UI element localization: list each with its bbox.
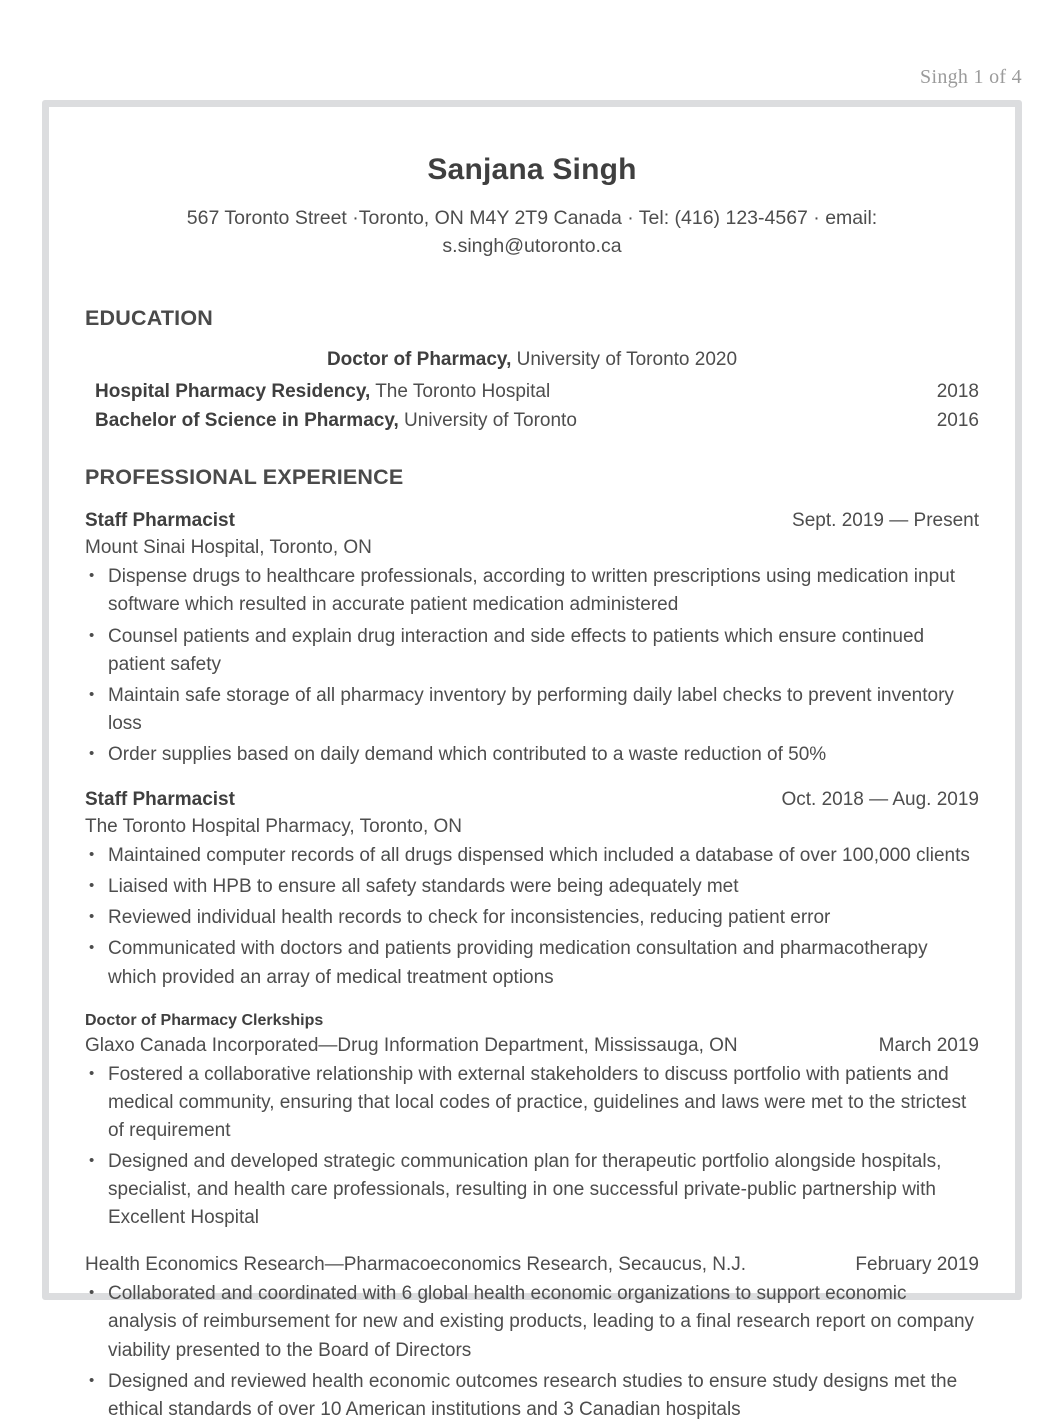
bullet-text: Maintain safe storage of all pharmacy inventory by performing daily label checks to prevent inventory loss xyxy=(108,684,954,734)
document-page-frame xyxy=(42,100,1022,1420)
education-row-degree: Hospital Pharmacy Residency, xyxy=(95,381,371,403)
bullet-icon: • xyxy=(89,908,95,926)
bullet-text: Designed and reviewed health economic outcomes research studies to ensure study designs met the ethical standards of over 10 American institutions and 3 Canadian hospitals xyxy=(108,1370,958,1420)
clerkship-bullet-list xyxy=(85,1280,979,1424)
bullet-item xyxy=(85,1368,979,1424)
bullet-item xyxy=(85,904,979,932)
bullet-text: Reviewed individual health records to check for inconsistencies, reducing patient error xyxy=(108,907,831,929)
education-featured-degree: Doctor of Pharmacy, xyxy=(326,349,512,371)
section-heading-experience: PROFESSIONAL EXPERIENCE xyxy=(85,465,404,490)
clerkship-date: March 2019 xyxy=(878,1034,979,1056)
experience-organization: The Toronto Hospital Pharmacy, Toronto, ON xyxy=(85,816,463,838)
bullet-icon: • xyxy=(89,939,95,957)
bullet-icon: • xyxy=(89,1371,95,1389)
experience-job-title: Staff Pharmacist xyxy=(85,510,235,532)
bullet-icon: • xyxy=(89,626,95,644)
education-row-label xyxy=(95,410,577,432)
education-row-label xyxy=(95,381,550,403)
experience-job-title: Staff Pharmacist xyxy=(85,789,235,811)
education-row-year: 2016 xyxy=(936,410,979,432)
bullet-item xyxy=(85,1061,979,1145)
bullet-icon: • xyxy=(89,877,95,895)
experience-entry xyxy=(85,789,979,992)
education-featured-year: 2020 xyxy=(694,349,738,371)
bullet-item xyxy=(85,1280,979,1364)
document-body xyxy=(85,153,979,1424)
bullet-item xyxy=(85,842,979,870)
clerkship-organization-row xyxy=(85,1254,979,1276)
bullet-text: Counsel patients and explain drug interaction and side effects to patients which ensure continued patient safety xyxy=(108,625,925,675)
clerkships-group xyxy=(85,1012,979,1424)
experience-bullet-list xyxy=(85,842,979,992)
education-row xyxy=(85,381,979,403)
bullet-item xyxy=(85,563,979,619)
clerkships-title: Doctor of Pharmacy Clerkships xyxy=(85,1011,324,1029)
clerkship-bullet-list xyxy=(85,1061,979,1233)
bullet-text: Liaised with HPB to ensure all safety standards were being adequately met xyxy=(108,876,739,898)
bullet-text: Order supplies based on daily demand which contributed to a waste reduction of 50% xyxy=(108,744,827,765)
bullet-item xyxy=(85,1148,979,1232)
bullet-text: Collaborated and coordinated with 6 global health economic organizations to support economic analysis of reimbursement for new and existing products, leading to a final research report on company viability presented to the Board of Directors xyxy=(108,1283,975,1361)
clerkship-date: February 2019 xyxy=(855,1254,979,1276)
education-row xyxy=(85,410,979,432)
education-row-year: 2018 xyxy=(936,381,979,403)
education-row-institution: University of Toronto xyxy=(398,410,577,432)
experience-headline xyxy=(85,510,979,532)
clerkship-organization: Glaxo Canada Incorporated—Drug Information Department, Mississauga, ON xyxy=(85,1034,738,1056)
education-row-institution: The Toronto Hospital xyxy=(370,381,551,403)
bullet-item xyxy=(85,873,979,901)
section-heading-education: EDUCATION xyxy=(85,306,214,331)
bullet-text: Dispense drugs to healthcare professionals, according to written prescriptions using medication input software which resulted in accurate patient medication administered xyxy=(108,566,956,616)
bullet-icon: • xyxy=(89,685,95,703)
bullet-icon: • xyxy=(89,1151,95,1169)
bullet-item xyxy=(85,623,979,679)
experience-organization: Mount Sinai Hospital, Toronto, ON xyxy=(85,537,372,559)
experience-job-dates: Oct. 2018 — Aug. 2019 xyxy=(781,789,979,811)
bullet-item xyxy=(85,741,979,769)
bullet-icon: • xyxy=(89,745,95,762)
candidate-name: Sanjana Singh xyxy=(427,153,637,186)
bullet-text: Communicated with doctors and patients providing medication consultation and pharmacotherapy which provided an array of medical treatment options xyxy=(108,938,928,988)
education-featured-entry xyxy=(85,347,979,374)
running-header: Singh 1 of 4 xyxy=(920,66,1022,88)
experience-bullet-list xyxy=(85,563,979,769)
bullet-item xyxy=(85,935,979,991)
contact-line: 567 Toronto Street ·Toronto, ON M4Y 2T9 Canada · Tel: (416) 123-4567 · email: s.singh@utoronto.ca xyxy=(186,207,878,257)
clerkship-organization: Health Economics Research—Pharmacoeconomics Research, Secaucus, N.J. xyxy=(85,1254,747,1276)
experience-entry xyxy=(85,510,979,769)
clerkship-organization-row xyxy=(85,1035,979,1057)
bullet-icon: • xyxy=(89,846,95,864)
experience-job-dates: Sept. 2019 — Present xyxy=(792,510,979,532)
bullet-icon: • xyxy=(89,1064,95,1082)
bullet-text: Maintained computer records of all drugs dispensed which included a database of over 100,000 clients xyxy=(108,845,970,867)
bullet-icon: • xyxy=(89,1284,95,1302)
experience-headline xyxy=(85,789,979,811)
education-row-degree: Bachelor of Science in Pharmacy, xyxy=(95,410,399,432)
education-featured-institution: University of Toronto xyxy=(511,349,690,371)
bullet-item xyxy=(85,682,979,738)
bullet-text: Fostered a collaborative relationship with external stakeholders to discuss portfolio with patients and medical community, ensuring that local codes of practice, guidelines and laws were met to the strictest of requirement xyxy=(108,1063,967,1141)
bullet-icon: • xyxy=(89,567,95,585)
bullet-text: Designed and developed strategic communication plan for therapeutic portfolio alongside hospitals, specialist, and health care professionals, resulting in one successful private-public partnership with Excellent Hospital xyxy=(108,1150,942,1229)
